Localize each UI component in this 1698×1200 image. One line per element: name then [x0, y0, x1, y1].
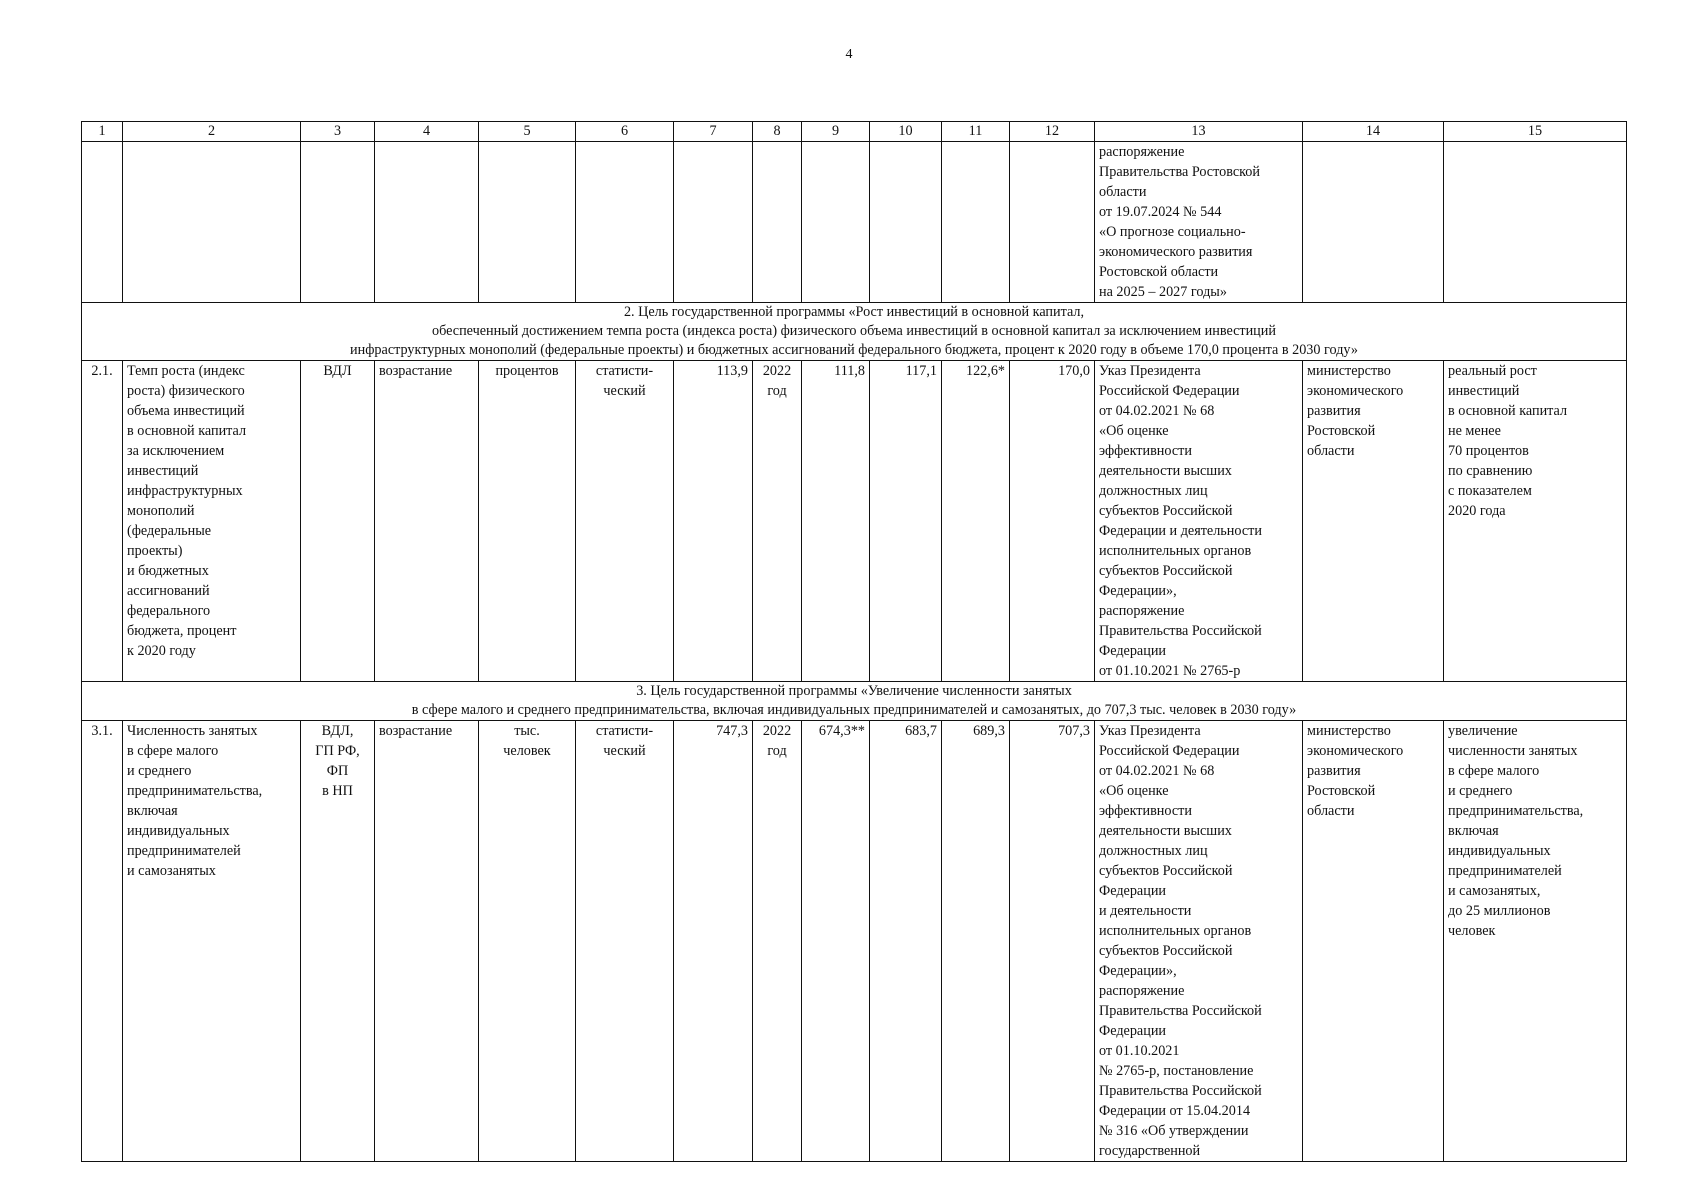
indicator-row-3-1	[82, 721, 1627, 1162]
column-number: 7	[674, 122, 753, 142]
column-number: 12	[1010, 122, 1095, 142]
column-number: 8	[753, 122, 802, 142]
indicator-trend: возрастание	[375, 721, 479, 1162]
value-2026: 117,1	[870, 361, 942, 682]
column-number: 1	[82, 122, 123, 142]
base-year: 2022 год	[753, 721, 802, 1162]
document-cell: Указ Президента Российской Федерации от 04.02.2021 № 68 «Об оценке эффективности деятельности высших должностных лиц субъектов Российской Федерации и деятельности исполнительных органов субъектов Российской Федерации», распоряжение Правительства Российской Федерации от 01.10.2021 № 2765-р, постановление Правительства Российской Федерации от 15.04.2014 № 316 «Об утверждении государственной	[1095, 721, 1303, 1162]
page-number: 4	[845, 47, 853, 62]
link-cell: реальный рост инвестиций в основной капитал не менее 70 процентов по сравнению с показателем 2020 года	[1444, 361, 1627, 682]
empty-cell	[1010, 142, 1095, 303]
base-value: 113,9	[674, 361, 753, 682]
column-number: 2	[123, 122, 301, 142]
empty-cell	[479, 142, 576, 303]
goal-2-row	[82, 303, 1627, 361]
value-2026: 683,7	[870, 721, 942, 1162]
responsible-cell: министерство экономического развития Ростовской области	[1303, 721, 1444, 1162]
base-year: 2022 год	[753, 361, 802, 682]
base-value: 747,3	[674, 721, 753, 1162]
document-cell: распоряжение Правительства Ростовской области от 19.07.2024 № 544 «О прогнозе социально- экономического развития Ростовской области на 2025 – 2027 годы»	[1095, 142, 1303, 303]
value-2027: 122,6*	[942, 361, 1010, 682]
indicator-level: ВДЛ, ГП РФ, ФП в НП	[301, 721, 375, 1162]
responsible-cell: министерство экономического развития Ростовской области	[1303, 361, 1444, 682]
empty-cell	[753, 142, 802, 303]
link-cell: увеличение численности занятых в сфере малого и среднего предпринимательства, включая индивидуальных предпринимателей и самозанятых, до 25 миллионов человек	[1444, 721, 1627, 1162]
empty-cell	[576, 142, 674, 303]
empty-cell	[375, 142, 479, 303]
empty-cell	[802, 142, 870, 303]
column-numbers-row	[82, 122, 1627, 142]
continuation-row	[82, 142, 1627, 303]
row-number: 3.1.	[82, 721, 123, 1162]
value-2025: 111,8	[802, 361, 870, 682]
value-2030: 170,0	[1010, 361, 1095, 682]
indicator-method: статисти- ческий	[576, 361, 674, 682]
empty-cell	[123, 142, 301, 303]
indicator-level: ВДЛ	[301, 361, 375, 682]
empty-cell	[82, 142, 123, 303]
empty-cell	[674, 142, 753, 303]
column-number: 14	[1303, 122, 1444, 142]
indicator-trend: возрастание	[375, 361, 479, 682]
empty-cell	[870, 142, 942, 303]
indicator-name: Темп роста (индекс роста) физического объема инвестиций в основной капитал за исключением инвестиций инфраструктурных монополий (федеральные проекты) и бюджетных ассигнований федерального бюджета, процент к 2020 году	[123, 361, 301, 682]
column-number: 3	[301, 122, 375, 142]
document-cell: Указ Президента Российской Федерации от 04.02.2021 № 68 «Об оценке эффективности деятельности высших должностных лиц субъектов Российской Федерации и деятельности исполнительных органов субъектов Российской Федерации», распоряжение Правительства Российской Федерации от 01.10.2021 № 2765-р	[1095, 361, 1303, 682]
goal-3-title: 3. Цель государственной программы «Увеличение численности занятых в сфере малого и среднего предпринимательства, включая индивидуальных предпринимателей и самозанятых, до 707,3 тыс. человек в 2030 году»	[82, 682, 1627, 721]
column-number: 11	[942, 122, 1010, 142]
indicator-name: Численность занятых в сфере малого и среднего предпринимательства, включая индивидуальных предпринимателей и самозанятых	[123, 721, 301, 1162]
indicator-unit: тыс. человек	[479, 721, 576, 1162]
empty-cell	[301, 142, 375, 303]
goal-3-row	[82, 682, 1627, 721]
empty-cell	[942, 142, 1010, 303]
column-number: 6	[576, 122, 674, 142]
empty-cell	[1444, 142, 1627, 303]
column-number: 13	[1095, 122, 1303, 142]
column-number: 15	[1444, 122, 1627, 142]
empty-cell	[1303, 142, 1444, 303]
column-number: 4	[375, 122, 479, 142]
indicator-row-2-1	[82, 361, 1627, 682]
column-number: 10	[870, 122, 942, 142]
row-number: 2.1.	[82, 361, 123, 682]
value-2025: 674,3**	[802, 721, 870, 1162]
indicators-table	[81, 121, 1627, 1162]
column-number: 5	[479, 122, 576, 142]
column-number: 9	[802, 122, 870, 142]
value-2027: 689,3	[942, 721, 1010, 1162]
indicator-method: статисти- ческий	[576, 721, 674, 1162]
value-2030: 707,3	[1010, 721, 1095, 1162]
indicator-unit: процентов	[479, 361, 576, 682]
goal-2-title: 2. Цель государственной программы «Рост инвестиций в основной капитал, обеспеченный достижением темпа роста (индекса роста) физического объема инвестиций в основной капитал за исключением инвестиций инфраструктурных монополий (федеральные проекты) и бюджетных ассигнований федерального бюджета, процент к 2020 году в объеме 170,0 процента в 2030 году»	[82, 303, 1627, 361]
